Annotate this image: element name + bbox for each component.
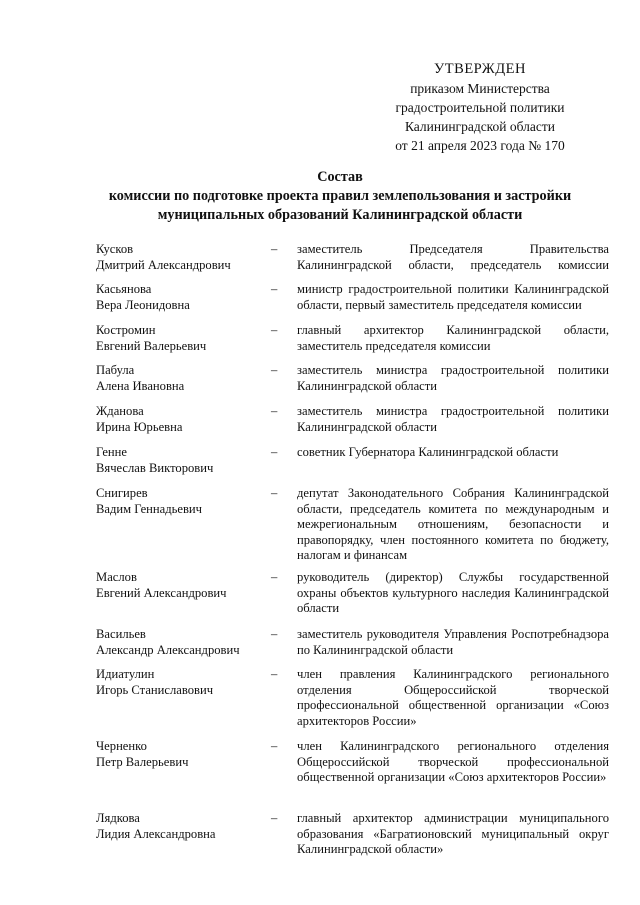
member-name [96, 667, 266, 698]
member-name [96, 627, 266, 658]
dash-separator: – [271, 242, 278, 256]
member-surname: Пабула [96, 363, 135, 377]
dash-separator: – [271, 627, 278, 641]
member-surname: Кусков [96, 242, 134, 256]
member-surname: Васильев [96, 627, 146, 641]
title-line: комиссии по подготовке проекта правил землепользования и застройки [108, 188, 572, 204]
member-role: член правления Калининградского регионального отделения Общероссийской творческой профессиональной общественной организации «Союз архитекторов России» [297, 667, 609, 728]
member-role: член Калининградского регионального отделения Общероссийской творческой профессиональной общественной организации «Союз архитекторов России» [297, 739, 609, 785]
member-name [96, 242, 266, 273]
member-surname: Жданова [96, 404, 144, 418]
member-role: главный архитектор Калининградской области, заместитель председателя комиссии [297, 323, 609, 353]
title-line: Состав [317, 169, 363, 185]
member-given-name: Лидия Александровна [96, 826, 216, 841]
dash-separator: – [271, 739, 278, 753]
member-given-name: Вадим Геннадьевич [96, 501, 202, 516]
member-name [96, 363, 266, 394]
member-surname: Черненко [96, 739, 147, 753]
member-name [96, 486, 266, 517]
member-name [96, 282, 266, 313]
member-surname: Костромин [96, 323, 156, 337]
document-title [60, 168, 620, 225]
member-role: заместитель министра градостроительной политики Калининградской области [297, 404, 609, 434]
dash-separator: – [271, 811, 278, 825]
member-role: заместитель руководителя Управления Роспотребнадзора по Калининградской области [297, 627, 609, 657]
member-role: заместитель министра градостроительной политики Калининградской области [297, 363, 609, 393]
member-given-name: Александр Александрович [96, 642, 240, 657]
member-role: заместитель Председателя Правительства Калининградской области, председатель комиссии [297, 242, 609, 272]
member-role: руководитель (директор) Службы государственной охраны объектов культурного наследия Калининградской области [297, 570, 609, 616]
approval-line: приказом Министерства [410, 81, 550, 96]
approval-stamp [360, 60, 600, 155]
member-name [96, 445, 266, 476]
dash-separator: – [271, 445, 278, 459]
member-given-name: Петр Валерьевич [96, 754, 189, 769]
member-role: депутат Законодательного Собрания Калининградской области, председатель комитета по международным и межрегиональным отношениям, безопасности и правопорядку, член постоянного комитета по бюджету, налогам и финансам [297, 486, 609, 563]
member-surname: Маслов [96, 570, 137, 584]
member-name [96, 570, 266, 601]
member-surname: Снигирев [96, 486, 148, 500]
member-name [96, 404, 266, 435]
member-surname: Касьянова [96, 282, 152, 296]
member-given-name: Евгений Валерьевич [96, 338, 207, 353]
member-name [96, 811, 266, 842]
dash-separator: – [271, 667, 278, 681]
member-given-name: Ирина Юрьевна [96, 419, 183, 434]
title-line: муниципальных образований Калининградской области [157, 207, 523, 223]
member-surname: Лядкова [96, 811, 140, 825]
member-surname: Генне [96, 445, 127, 459]
member-given-name: Евгений Александрович [96, 585, 227, 600]
dash-separator: – [271, 486, 278, 500]
dash-separator: – [271, 282, 278, 296]
member-given-name: Дмитрий Александрович [96, 257, 231, 272]
member-role: советник Губернатора Калининградской области [297, 445, 559, 459]
dash-separator: – [271, 363, 278, 377]
dash-separator: – [271, 404, 278, 418]
dash-separator: – [271, 570, 278, 584]
member-role: министр градостроительной политики Калининградской области, первый заместитель председателя комиссии [297, 282, 609, 312]
member-role: главный архитектор администрации муниципального образования «Багратионовский муниципальный округ Калининградской области» [297, 811, 609, 857]
member-surname: Идиатулин [96, 667, 155, 681]
member-given-name: Алена Ивановна [96, 378, 185, 393]
member-name [96, 739, 266, 770]
member-given-name: Игорь Станиславович [96, 682, 214, 697]
approval-heading: УТВЕРЖДЕН [434, 61, 526, 77]
member-given-name: Вячеслав Викторович [96, 460, 214, 475]
approval-line: градостроительной политики [395, 100, 565, 115]
approval-order-date: от 21 апреля 2023 года № 170 [395, 138, 565, 153]
dash-separator: – [271, 323, 278, 337]
approval-line: Калининградской области [404, 119, 556, 134]
member-name [96, 323, 266, 354]
member-given-name: Вера Леонидовна [96, 297, 190, 312]
